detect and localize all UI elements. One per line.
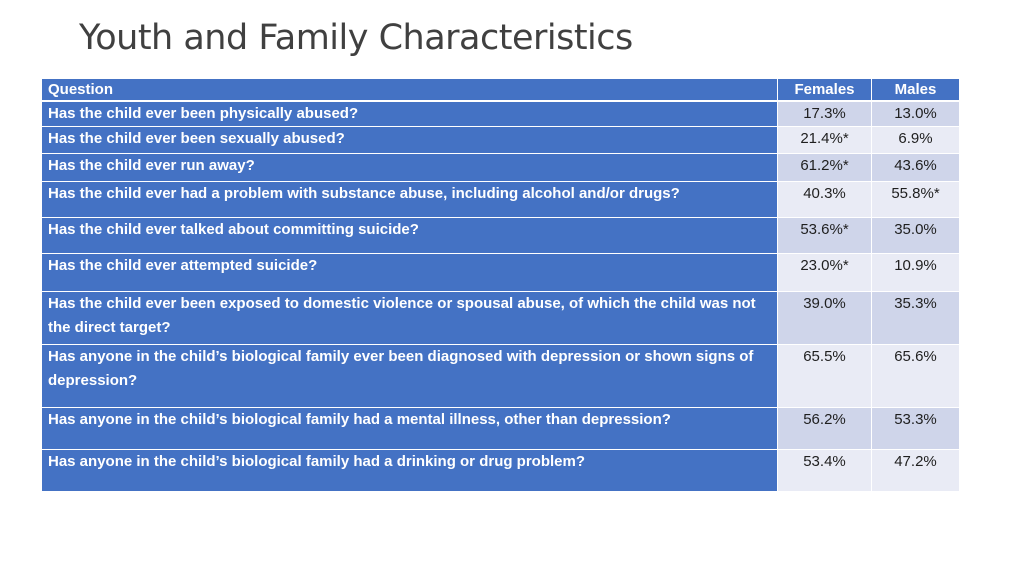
table-row [42,154,960,182]
table-row [42,101,960,127]
table-row [42,127,960,154]
males-cell: 47.2% [872,450,960,492]
table-header-row [42,79,960,102]
females-cell: 17.3% [778,101,872,127]
males-cell: 53.3% [872,408,960,450]
males-cell: 13.0% [872,101,960,127]
females-cell: 53.6%* [778,218,872,254]
header-females: Females [778,79,872,102]
females-cell: 65.5% [778,345,872,408]
table-row [42,408,960,450]
table-row [42,450,960,492]
table-row [42,182,960,218]
females-cell: 23.0%* [778,254,872,292]
females-cell: 61.2%* [778,154,872,182]
table-row [42,345,960,408]
question-cell: Has anyone in the child’s biological family had a mental illness, other than depression? [42,408,778,450]
question-cell: Has anyone in the child’s biological family ever been diagnosed with depression or shown signs of depression? [42,345,778,408]
table-row [42,254,960,292]
table-row [42,292,960,345]
males-cell: 55.8%* [872,182,960,218]
males-cell: 35.3% [872,292,960,345]
question-cell: Has the child ever had a problem with substance abuse, including alcohol and/or drugs? [42,182,778,218]
header-males: Males [872,79,960,102]
question-cell: Has the child ever been physically abused? [42,101,778,127]
question-cell: Has the child ever run away? [42,154,778,182]
header-question: Question [42,79,778,102]
males-cell: 65.6% [872,345,960,408]
males-cell: 6.9% [872,127,960,154]
page-title: Youth and Family Characteristics [79,18,633,58]
question-cell: Has the child ever attempted suicide? [42,254,778,292]
females-cell: 40.3% [778,182,872,218]
males-cell: 10.9% [872,254,960,292]
females-cell: 21.4%* [778,127,872,154]
females-cell: 56.2% [778,408,872,450]
males-cell: 35.0% [872,218,960,254]
females-cell: 39.0% [778,292,872,345]
question-cell: Has the child ever been sexually abused? [42,127,778,154]
question-cell: Has anyone in the child’s biological family had a drinking or drug problem? [42,450,778,492]
question-cell: Has the child ever been exposed to domestic violence or spousal abuse, of which the child was not the direct target? [42,292,778,345]
characteristics-table [41,78,960,492]
table-row [42,218,960,254]
males-cell: 43.6% [872,154,960,182]
question-cell: Has the child ever talked about committing suicide? [42,218,778,254]
females-cell: 53.4% [778,450,872,492]
